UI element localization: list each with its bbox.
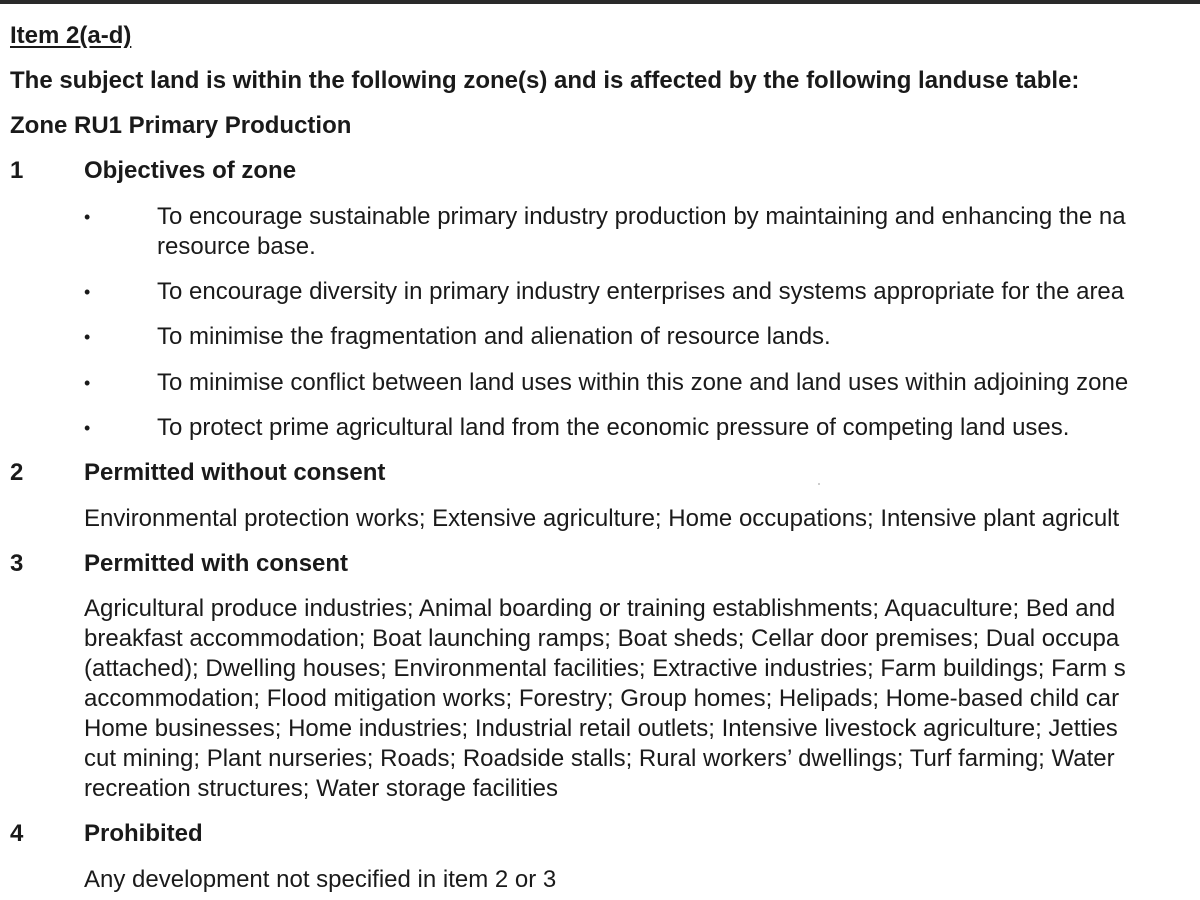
section-number-2: 2 xyxy=(10,459,24,486)
objective-text: To protect prime agricultural land from the economic pressure of competing land uses. xyxy=(157,414,1070,441)
item-heading: Item 2(a-d) xyxy=(10,22,132,49)
section-title-permitted-with-consent: Permitted with consent xyxy=(84,550,349,577)
prohibited-text: Any development not specified in item 2 or 3 xyxy=(84,866,557,893)
scan-speck xyxy=(818,483,820,485)
section-number-3: 3 xyxy=(10,550,24,577)
section-title-permitted-without-consent: Permitted without consent xyxy=(84,459,386,486)
objective-text: To minimise conflict between land uses within this zone and land uses within adjoining zone xyxy=(157,369,1129,396)
bullet-marker: • xyxy=(84,282,91,302)
objective-text: To encourage sustainable primary industry production by maintaining and enhancing the na resource base. xyxy=(157,203,1126,260)
bullet-marker: • xyxy=(84,327,91,347)
bullet-marker: • xyxy=(84,373,91,393)
permitted-without-consent-text: Environmental protection works; Extensive agriculture; Home occupations; Intensive plant agricult xyxy=(84,505,1120,532)
objective-text: To minimise the fragmentation and alienation of resource lands. xyxy=(157,323,831,350)
intro-statement: The subject land is within the following zone(s) and is affected by the following landuse table: xyxy=(10,67,1080,94)
section-title-objectives: Objectives of zone xyxy=(84,157,297,184)
zone-title: Zone RU1 Primary Production xyxy=(10,112,352,139)
objective-text: To encourage diversity in primary industry enterprises and systems appropriate for the area xyxy=(157,278,1125,305)
section-number-1: 1 xyxy=(10,157,24,184)
bullet-marker: • xyxy=(84,418,91,438)
section-number-4: 4 xyxy=(10,820,24,847)
permitted-with-consent-text: Agricultural produce industries; Animal boarding or training establishments; Aquaculture; Bed and breakfast accommodation; Boat launching ramps; Boat sheds; Cellar door premises; Dual occupa (attached); Dwelling houses; Environmental facilities; Extractive industries; Farm buildings; Farm s accommodation; Flood mitigation works; Forestry; Group homes; Helipads; Home-based child car Home businesses; Home industries; Industrial retail outlets; Intensive livestock agriculture; Jetties cut mining; Plant nurseries; Roads; Roadside stalls; Rural workers’ dwellings; Turf farming; Water recreation structures; Water storage facilities xyxy=(84,595,1126,802)
bullet-marker: • xyxy=(84,207,91,227)
section-title-prohibited: Prohibited xyxy=(84,820,203,847)
